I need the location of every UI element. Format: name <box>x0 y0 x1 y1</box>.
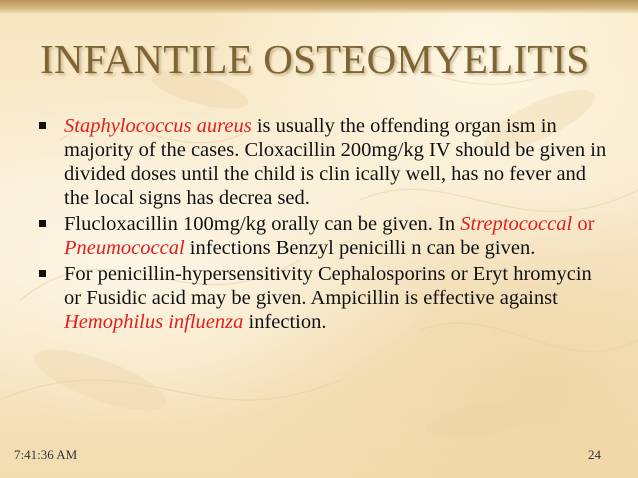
slide-title: INFANTILE OSTEOMYELITIS <box>40 36 590 82</box>
bullet-segment: Pneumococcal <box>64 237 185 259</box>
footer-time: 7:41:36 AM <box>14 447 78 462</box>
square-bullet-icon <box>39 122 46 129</box>
bullet-segment: or <box>572 213 595 235</box>
top-border-bar <box>0 0 638 14</box>
bullet-text <box>64 115 606 209</box>
slide-number: 24 <box>588 447 601 462</box>
square-bullet-icon <box>39 270 46 277</box>
bullet-segment: Streptococcal <box>460 213 573 235</box>
bullet-segment: Hemophilus influenza <box>64 311 244 333</box>
bullet-segment: Staphylococcus aureus <box>64 115 252 137</box>
bullet-list <box>38 114 608 336</box>
bullet-segment: Flucloxacillin 100mg/kg orally can be given. In <box>64 213 461 235</box>
bullet-segment: infection. <box>243 311 327 333</box>
bullet-segment: infections Benzyl penicilli n can be given. <box>184 237 536 259</box>
bullet-item-3 <box>38 262 608 334</box>
bullet-text <box>64 263 592 333</box>
bullet-item-2 <box>38 212 608 260</box>
bullet-segment: For penicillin-hypersensitivity Cephalosporins or Eryt hromycin or Fusidic acid may be given. Ampicillin is effective against <box>64 263 592 309</box>
square-bullet-icon <box>39 220 46 227</box>
bullet-text <box>64 213 594 259</box>
bullet-item-1 <box>38 114 608 210</box>
bullet-segment: is usually the offending organ ism in majority of the cases. Cloxacillin 200mg/kg IV should be given in divided doses until the child is clin ically well, has no fever and the local signs has decrea sed. <box>64 115 607 209</box>
